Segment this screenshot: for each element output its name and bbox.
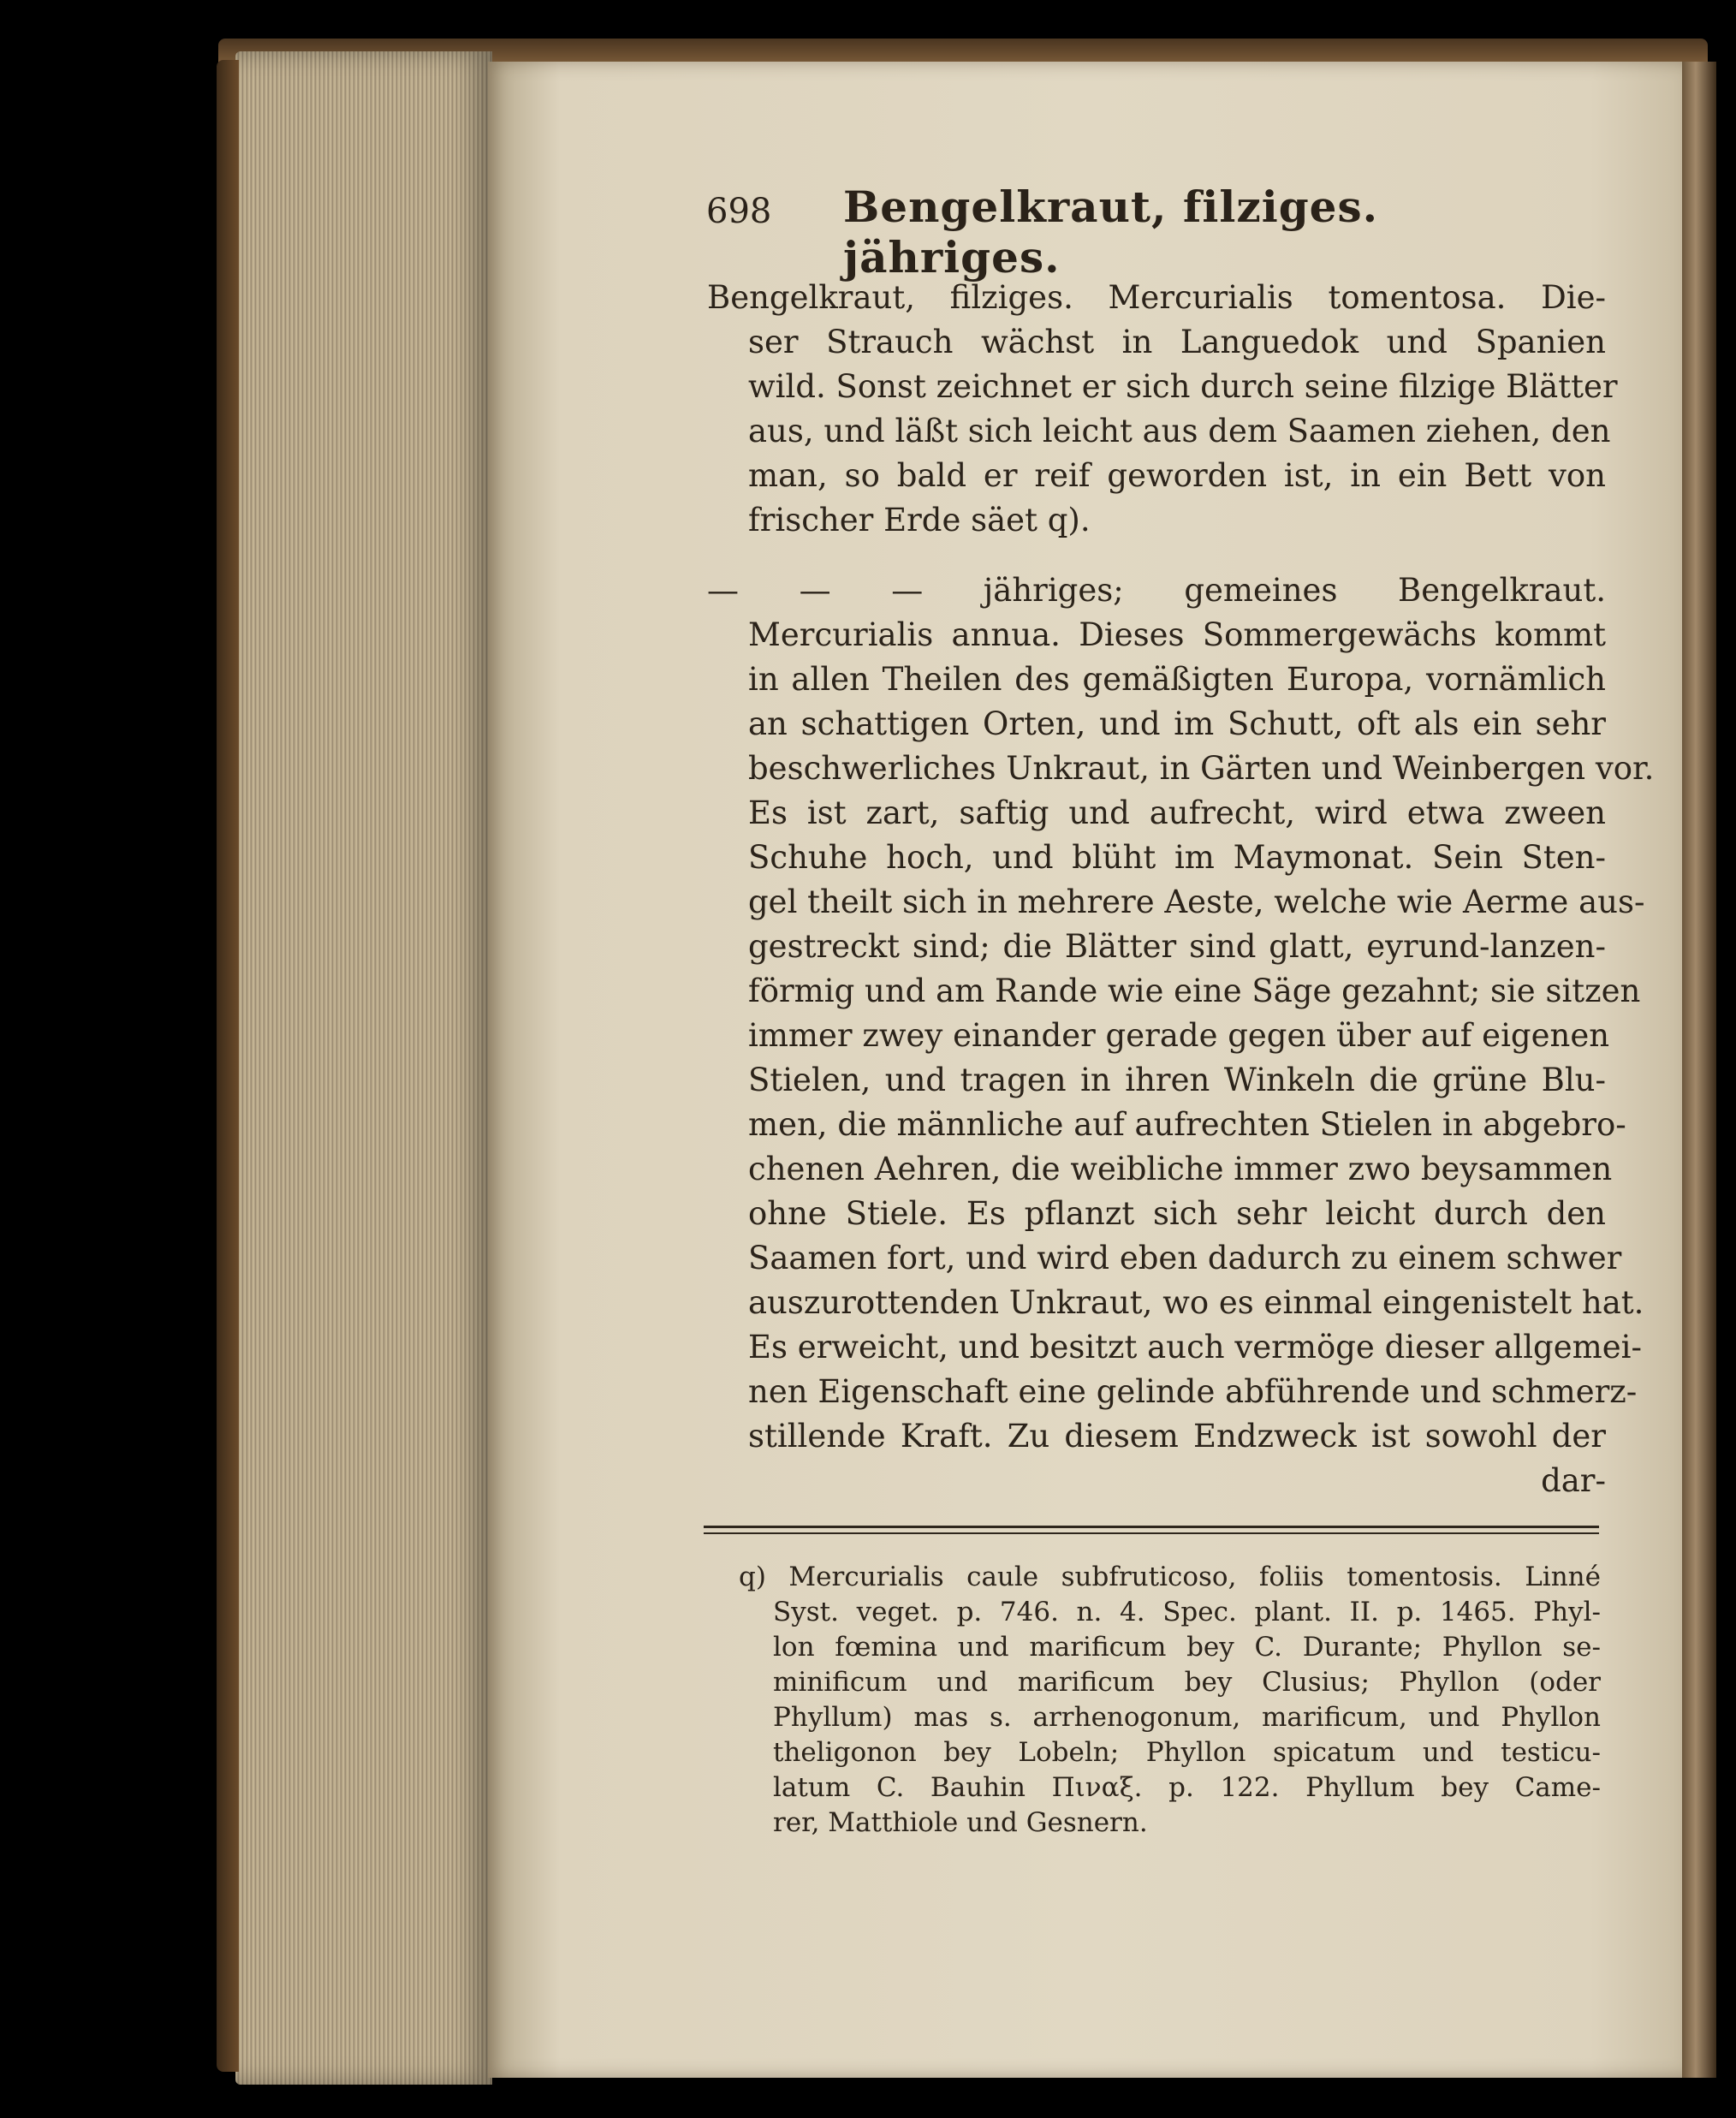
- running-head: [706, 181, 1477, 283]
- text-line: aus, und läßt sich leicht aus dem Saamen ziehen, den: [748, 413, 1611, 449]
- catchword: dar-: [1541, 1462, 1606, 1499]
- text-line: förmig und am Rande wie eine Säge gezahnt; sie sitzen: [748, 973, 1641, 1009]
- footnote-line: minificum und marificum bey Clusius; Phyllon (oder: [773, 1667, 1601, 1698]
- text-line: Es ist zart, saftig und aufrecht, wird etwa zween: [748, 794, 1606, 831]
- page-number: 698: [706, 192, 772, 231]
- text-line: chenen Aehren, die weibliche immer zwo beysammen: [748, 1151, 1613, 1187]
- text-line: gestreckt sind; die Blätter sind glatt, eyrund-lanzen-: [748, 928, 1606, 965]
- text-line: — — — jähriges; gemeines Bengelkraut.: [707, 572, 1606, 609]
- text-line: Schuhe hoch, und blüht im Maymonat. Sein Sten-: [748, 839, 1606, 876]
- text-line: frischer Erde säet q).: [748, 502, 1091, 538]
- text-line: wild. Sonst zeichnet er sich durch seine filzige Blätter: [748, 368, 1618, 405]
- text-line: ser Strauch wächst in Languedok und Spanien: [748, 324, 1606, 360]
- text-line: man, so bald er reif geworden ist, in ein Bett von: [748, 457, 1606, 494]
- text-line: Saamen fort, und wird eben dadurch zu einem schwer: [748, 1240, 1622, 1276]
- footnote-line: Syst. veget. p. 746. n. 4. Spec. plant. II. p. 1465. Phyl-: [773, 1597, 1601, 1627]
- text-line: an schattigen Orten, und im Schutt, oft als ein sehr: [748, 705, 1606, 742]
- footnote-line: q) Mercurialis caule subfruticoso, foliis tomentosis. Linné: [739, 1562, 1601, 1592]
- main-text: [707, 276, 1655, 1503]
- text-line: stillende Kraft. Zu diesem Endzweck ist sowohl der: [748, 1418, 1606, 1455]
- text-line: immer zwey einander gerade gegen über auf eigenen: [748, 1017, 1610, 1054]
- footnote-line: Phyllum) mas s. arrhenogonum, marificum, und Phyllon: [773, 1702, 1601, 1733]
- page-stack-edges: [235, 51, 492, 2085]
- text-line: beschwerliches Unkraut, in Gärten und Weinbergen vor.: [748, 750, 1655, 787]
- text-line: in allen Theilen des gemäßigten Europa, vornämlich: [748, 661, 1606, 698]
- facing-page-edge: [1682, 62, 1716, 2078]
- footnote-rule: [704, 1526, 1599, 1534]
- footnote: [740, 1560, 1601, 1841]
- text-line: auszurottenden Unkraut, wo es einmal eingenistelt hat.: [748, 1284, 1644, 1321]
- running-head-title: Bengelkraut, filziges. jähriges.: [843, 181, 1379, 283]
- footnote-line: lon fœmina und marificum bey C. Durante; Phyllon se-: [773, 1632, 1601, 1663]
- text-line: men, die männliche auf aufrechten Stielen in abgebro-: [748, 1106, 1626, 1143]
- text-line: gel theilt sich in mehrere Aeste, welche wie Aerme aus-: [748, 883, 1645, 920]
- footnote-line: latum C. Bauhin Πιναξ. p. 122. Phyllum bey Came-: [773, 1772, 1601, 1803]
- text-line: Es erweicht, und besitzt auch vermöge dieser allgemei-: [748, 1329, 1642, 1365]
- text-line: Bengelkraut, filziges. Mercurialis tomentosa. Die-: [707, 279, 1606, 316]
- footnote-line: theligonon bey Lobeln; Phyllon spicatum und testicu-: [773, 1737, 1601, 1768]
- paragraph-gap: [707, 543, 1606, 568]
- text-line: Stielen, und tragen in ihren Winkeln die grüne Blu-: [748, 1062, 1606, 1098]
- text-line: Mercurialis annua. Dieses Sommergewächs kommt: [748, 616, 1606, 653]
- footnote-line: rer, Matthiole und Gesnern.: [773, 1807, 1148, 1838]
- text-line: ohne Stiele. Es pflanzt sich sehr leicht durch den: [748, 1195, 1606, 1232]
- text-line: nen Eigenschaft eine gelinde abführende und schmerz-: [748, 1373, 1638, 1410]
